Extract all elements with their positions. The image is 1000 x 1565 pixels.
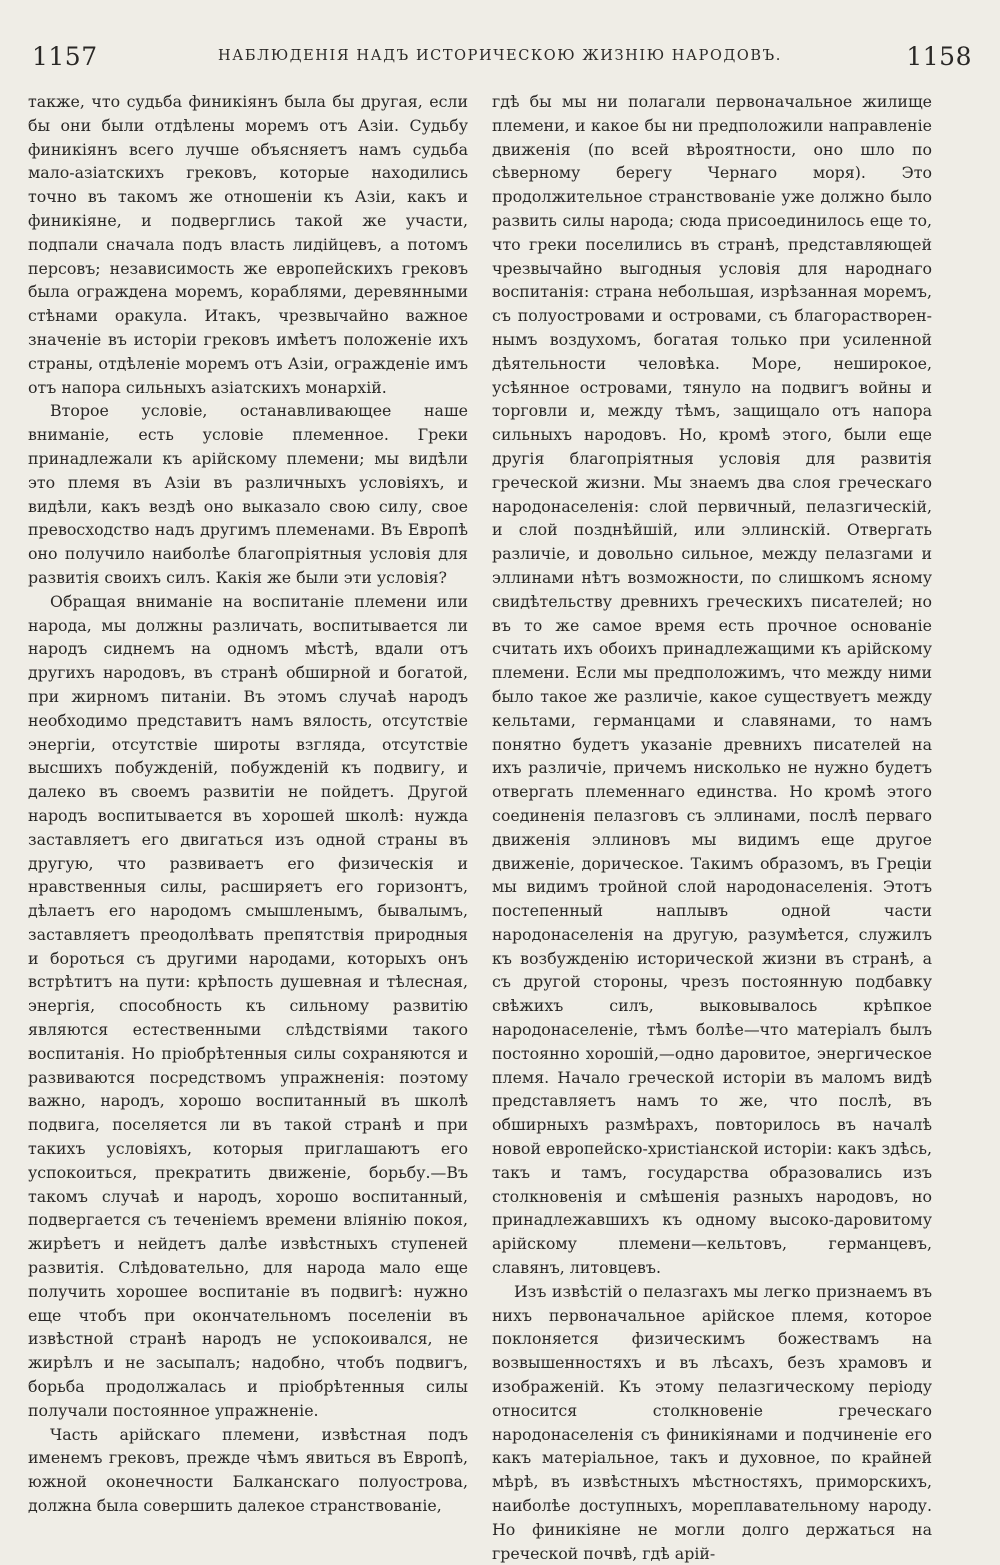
right-page-number: 1158	[906, 42, 972, 71]
paragraph: Изъ извѣстій о пелазгахъ мы легко признаемъ въ нихъ первоначальное арійское племя, которое поклоняется физическимъ божествамъ на возвышенностяхъ и въ лѣсахъ, безъ храмовъ и изображеній. Къ этому пелазгическому періоду относится столкновеніе греческаго народонаселенія съ финикіянами и подчиненіе его какъ матеріальное, такъ и духовное, по крайней мѣрѣ, въ извѣстныхъ мѣстностяхъ, приморскихъ, наиболѣе доступныхъ, мореплавательному народу. Но финикіяне не могли долго держаться на греческой почвѣ, гдѣ арій-	[492, 1281, 932, 1563]
paragraph: также, что судьба финикіянъ была бы другая, если бы они были отдѣлены моремъ отъ Азіи. Судьбу финикіянъ всего лучше объясняетъ намъ судьба мало-азіатскихъ грековъ, которые находились точно въ такомъ же отношеніи къ Азіи, какъ и финикіяне, и подверглись такой же участи, подпали сначала подъ власть лидійцевъ, а потомъ персовъ; независимость же европейскихъ грековъ была ограждена моремъ, кораблями, деревянными стѣнами оракула. Итакъ, чрезвычайно важное значеніе въ исторіи грековъ имѣетъ положеніе ихъ страны, отдѣленіе моремъ отъ Азіи, огражденіе имъ отъ напора сильныхъ азіатскихъ монархій.	[28, 92, 468, 397]
paragraph: Часть арійскаго племени, извѣстная подъ именемъ грековъ, прежде чѣмъ явиться въ Европѣ, южной оконечности Балканскаго полуострова, должна была совершить далекое странствованіе,	[28, 1424, 468, 1516]
right-column	[492, 90, 932, 1565]
left-page-number: 1157	[32, 42, 98, 71]
running-title: НАБЛЮДЕНІЯ НАДЪ ИСТОРИЧЕСКОЮ ЖИЗНІЮ НАРОДОВЪ.	[218, 48, 782, 64]
paragraph: гдѣ бы мы ни полагали первоначальное жилище племени, и какое бы ни предположили направленіе движенія (по всей вѣроятности, оно шло по сѣверному берегу Чернаго моря). Это продолжительное странствованіе уже должно было развить силы народа; сюда присоединилось еще то, что греки поселились въ странѣ, представляющей чрезвычайно выгодныя условія для народнаго воспитанія: страна небольшая, изрѣзанная моремъ, съ полуостровами и островами, съ благораствореннымъ воздухомъ, богатая только при усиленной дѣятельности человѣка. Море, неширокое, усѣянное островами, тянуло на подвигъ войны и торговли и, между тѣмъ, защищало отъ напора сильныхъ народовъ. Но, кромѣ этого, были еще другія благопріятныя условія для развитія греческой жизни. Мы знаемъ два слоя греческаго народонаселенія: слой первичный, пелазгическій, и слой позднѣйшій, или эллинскій. Отвергать различіе, и довольно сильное, между пелазгами и эллинами нѣтъ возможности, по слишкомъ ясному свидѣтельству древнихъ греческихъ писателей; но въ то же самое время есть прочное основаніе считать ихъ обоихъ принадлежащими къ арійскому племени. Если мы предположимъ, что между ними было такое же различіе, какое существуетъ между кельтами, германцами и славянами, то намъ понятно будетъ указаніе древнихъ писателей на ихъ различіе, причемъ нисколько не нужно будетъ отвергать племеннаго единства. Но кромѣ этого соединенія пелазговъ съ эллинами, послѣ перваго движенія эллиновъ мы видимъ еще другое движеніе, дорическое. Такимъ образомъ, въ Греціи мы видимъ тройной слой народонаселенія. Этотъ постепенный наплывъ одной части народонаселенія на другую, разумѣется, служилъ къ возбужденію исторической жизни въ странѣ, а съ другой стороны, чрезъ постоянную подбавку свѣжихъ силъ, выковывалось крѣпкое народонаселеніе, тѣмъ болѣе—что матеріалъ былъ постоянно хорошій,—одно даровитое, энергическое племя. Начало греческой исторіи въ маломъ видѣ представляетъ намъ то же, что послѣ, въ обширныхъ размѣрахъ, повторилось въ началѣ новой европейско-христіанской исторіи: какъ здѣсь, такъ и тамъ, государства образовались изъ столкновенія и смѣшенія разныхъ народовъ, но принадлежавшихъ къ одному высоко-даровитому арійскому племени—кельтовъ, германцевъ, славянъ, литовцевъ.	[492, 92, 932, 1278]
paragraph: Обращая вниманіе на воспитаніе племени или народа, мы должны различать, воспитывается ли народъ сиднемъ на одномъ мѣстѣ, вдали отъ другихъ народовъ, въ странѣ обширной и богатой, при жирномъ питаніи. Въ этомъ случаѣ народъ необходимо представитъ намъ вялость, отсутствіе энергіи, отсутствіе широты взгляда, отсутствіе высшихъ побужденій, побужденій къ подвигу, и далеко въ своемъ развитіи не пойдетъ. Другой народъ воспитывается въ хорошей школѣ: нужда заставляетъ его двигаться изъ одной страны въ другую, что развиваетъ его физическія и нравственныя силы, расширяетъ его горизонтъ, дѣлаетъ его народомъ смышленымъ, бывалымъ, заставляетъ преодолѣвать препятствія природныя и бороться съ другими народами, которыхъ онъ встрѣтитъ на пути: крѣпость душевная и тѣлесная, энергія, способность къ сильному развитію являются естественными слѣдствіями такого воспитанія. Но пріобрѣтенныя силы сохраняются и развиваются посредствомъ упражненія: поэтому важно, народъ, хорошо воспитанный въ школѣ подвига, поселяется ли въ такой странѣ и при такихъ условіяхъ, которыя приглашаютъ его успокоиться, прекратить движеніе, борьбу.—Въ такомъ случаѣ и народъ, хорошо воспитанный, подвергается съ теченіемъ времени вліянію покоя, жирѣетъ и нейдетъ далѣе извѣстныхъ ступеней развитія. Слѣдовательно, для народа мало еще получить хорошее воспитаніе въ подвигѣ: нужно еще чтобъ при окончательномъ поселеніи въ извѣстной странѣ народъ не успокоивался, не жирѣлъ и не засыпалъ; надобно, чтобъ подвигъ, борьба продолжалась и пріобрѣтенныя силы получали постоянное упражненіе.	[28, 591, 468, 1420]
paragraph: Второе условіе, останавливающее наше вниманіе, есть условіе племенное. Греки принадлежали къ арійскому племени; мы видѣли это племя въ Азіи въ различныхъ условіяхъ, и видѣли, какъ вездѣ оно выказало свою силу, свое превосходство надъ другимъ племенами. Въ Европѣ оно получило наиболѣе благопріятныя условія для развитія своихъ силъ. Какія же были эти условія?	[28, 401, 468, 587]
left-column	[28, 90, 468, 1518]
running-header	[28, 38, 972, 78]
